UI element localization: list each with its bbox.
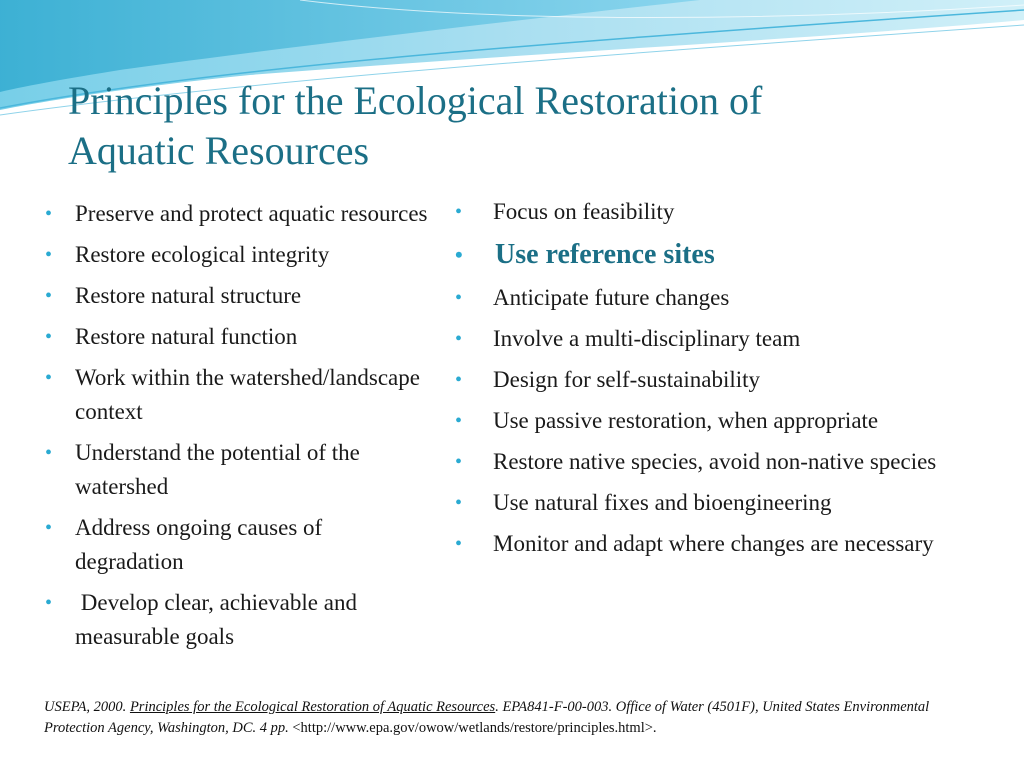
list-item-text: Monitor and adapt where changes are necessary — [493, 531, 934, 556]
list-item-emphasized — [455, 236, 975, 274]
bullet-icon: • — [455, 451, 463, 473]
bullet-icon: • — [45, 203, 53, 225]
citation-details: . EPA841-F-00-003. Office of Water (4501F), United States Environmental Protection Agency, Washington, DC. 4 pp. — [44, 699, 930, 736]
list-item — [455, 445, 975, 479]
citation — [44, 697, 984, 739]
bullet-icon: • — [455, 328, 463, 350]
list-item — [455, 322, 975, 356]
bullet-icon: • — [45, 442, 53, 464]
list-item-text: Understand the potential of the watershed — [75, 440, 360, 499]
list-item — [455, 404, 975, 438]
bullet-icon: • — [45, 367, 53, 389]
bullet-icon: • — [45, 517, 53, 539]
list-item — [455, 363, 975, 397]
list-item — [45, 197, 435, 231]
list-item-text: Use passive restoration, when appropriate — [493, 408, 879, 433]
list-item — [45, 320, 435, 354]
citation-url[interactable]: <http://www.epa.gov/owow/wetlands/restore/principles.html>. — [292, 720, 657, 736]
bullet-icon: • — [45, 326, 53, 348]
list-item-text: Preserve and protect aquatic resources — [75, 201, 428, 226]
bullet-icon: • — [45, 244, 53, 266]
list-item — [45, 361, 435, 429]
list-item-text: Restore natural structure — [75, 283, 302, 308]
list-item-text: Use natural fixes and bioengineering — [493, 490, 832, 515]
list-item-text: Anticipate future changes — [493, 285, 730, 310]
list-item — [45, 238, 435, 272]
list-item-text: Restore native species, avoid non-native species — [493, 449, 937, 474]
slide-title-line2: Aquatic Resources — [68, 128, 370, 173]
bullet-icon: • — [455, 533, 463, 555]
list-item-text: Develop clear, achievable and measurable goals — [75, 590, 363, 649]
list-item-text: Work within the watershed/landscape context — [75, 365, 420, 424]
slide-title-line1: Principles for the Ecological Restoration of — [68, 78, 763, 123]
list-item-text: Use reference sites — [495, 239, 715, 270]
bullet-icon: • — [455, 287, 463, 309]
right-principles-list — [455, 195, 975, 568]
list-item-text: Restore natural function — [75, 324, 298, 349]
bullet-icon: • — [45, 285, 53, 307]
list-item — [45, 586, 435, 654]
citation-prefix: USEPA, 2000. — [44, 699, 130, 715]
citation-title-link[interactable]: Principles for the Ecological Restoration of Aquatic Resources — [129, 699, 496, 715]
slide-title — [68, 76, 968, 176]
list-item — [455, 281, 975, 315]
bullet-icon: • — [455, 410, 463, 432]
list-item-text: Involve a multi-disciplinary team — [493, 326, 801, 351]
bullet-icon: • — [455, 492, 463, 514]
list-item — [45, 511, 435, 579]
list-item — [455, 527, 975, 561]
list-item — [45, 279, 435, 313]
list-item — [455, 195, 975, 229]
list-item-text: Design for self-sustainability — [493, 367, 761, 392]
list-item — [45, 436, 435, 504]
list-item-text: Focus on feasibility — [493, 199, 675, 224]
list-item-text: Address ongoing causes of degradation — [75, 515, 323, 574]
list-item — [455, 486, 975, 520]
bullet-icon: • — [455, 242, 463, 267]
list-item-text: Restore ecological integrity — [75, 242, 330, 267]
bullet-icon: • — [455, 369, 463, 391]
bullet-icon: • — [455, 201, 463, 223]
left-principles-list — [45, 197, 435, 661]
bullet-icon: • — [45, 592, 53, 614]
